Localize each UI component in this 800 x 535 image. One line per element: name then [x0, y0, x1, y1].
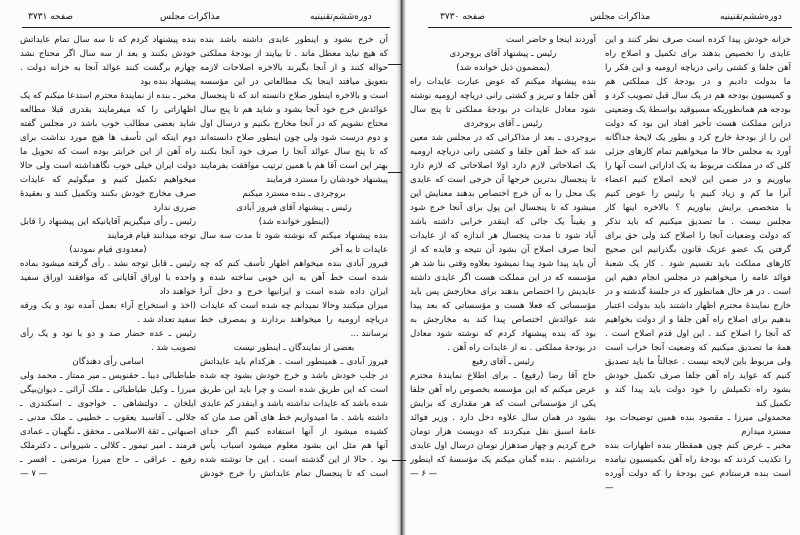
text-line: آنجا صرف اصلاح آن بشود آن نتیجه و فایده که از	[410, 245, 596, 255]
speaker-heading: اسامی رأی دهندگان	[72, 357, 144, 367]
text-line: مجلس نیست . ما تصدیق میکنیم که باید تذکر	[605, 217, 791, 227]
text-line: آنرا ما کم و زیاد کنیم یا رئیس را عوض کنیم	[605, 189, 791, 199]
text-line: مخبر ـ بنده از نمایندهٔ محترم استدعا میکنم که یک	[20, 91, 196, 101]
page-3730	[400, 0, 800, 535]
text-line: طباطبائی دیبا ـ حقنویس ـ میر ممتاز ـ محمد ولی	[20, 371, 196, 381]
text-line: فیروز آبادی ـ همینطور است . هرکدام باید عایداتش	[200, 357, 388, 367]
text-line: است بنده فرستادم عین بودجهٔ را که دولت آورده	[605, 469, 791, 479]
text-line: خزانه خودش پیدا کرده است صرف نظر کنند و این	[605, 35, 791, 45]
text-line: رئیس ـ قابل توجه نشد . رأی گرفته میشود بماده	[20, 259, 196, 269]
text-line: دراین مملکت هست تأخیر افتاد این بود که دولت	[605, 119, 791, 129]
text-line: مسترد میدارم	[741, 427, 791, 437]
text-line: بدهیم برای اصلاح راه آهن جلفا و از دولت بخواهیم	[605, 315, 791, 325]
text-line: شده باشد که عایدات نداشته باشد و اینقدر کم عایدی	[200, 399, 388, 409]
text-line: مؤسسه که در این مملکت هست اگر عایدی داشته	[410, 273, 596, 283]
text-line: بروجردی ـ بعد از مذاکراتی که در مجلس شد معین	[410, 133, 596, 143]
text-line: مؤسساتی که فعلا هست و مؤسساتی که بعد پیدا	[410, 301, 596, 311]
speaker-heading: رئیس ـ پیشنهاد آقای بروجردی	[449, 49, 557, 59]
text-line: یک اصلاحاتی لازم دارد اولا اصلاحاتی که لازم دارد	[410, 161, 596, 171]
text-line: بیاوریم و در ضمن این لایحه اصلاح کنیم اعضاء	[605, 175, 791, 185]
text-line: آن باید پیدا شود پیدا نمیشود بعلاوه وقتی بنا شد هر	[410, 259, 596, 269]
text-line: دریاچه ارومیه را میخواهند بردارند و بمصرف خط	[200, 315, 388, 325]
text-line: که آنجا را اصلاح کند . این اول قدم اصلاح است .	[605, 329, 791, 339]
text-line: بود که بنده پیشنهاد کردم که نوشته شود معادل	[410, 329, 596, 339]
text-column-right	[200, 33, 388, 481]
speaker-heading: رئیس ـ آقای رفیع	[471, 357, 535, 367]
text-line: ضرری ندارد	[153, 203, 196, 213]
text-line: خرج کردیم و چهار صدهزار تومان درسال اول عایدی	[410, 441, 596, 451]
text-line: چهارم برگشت کنند عوائد آنجا به خزانه دولت .	[20, 63, 196, 73]
text-line: ما بدولت دادیم و در بودجهٔ کل مملکتی هم	[605, 77, 791, 87]
speaker-heading: رئیس ـ پیشنهاد آقای فیروز آبادی	[236, 203, 352, 213]
text-line: عایدی را تخصیص بدهند برای تکمیل و اصلاح راه	[605, 49, 791, 59]
text-line: عایدیش را اختصاص بدهند برای مخارجش پس باید	[410, 287, 596, 297]
text-line: داشته باشد . ما امیدواریم خط های آهن صد مان که	[200, 413, 388, 423]
text-line: بشود در همان سال علاوه دخل دارد . وزیر فوائد	[410, 413, 596, 423]
page-footer-number: — ۷ —	[20, 469, 48, 479]
text-line: صرف مخارج خودش بکنند وتکمیل کنند و بعقیدهٔ	[20, 189, 196, 199]
text-line: راه آهن از این خرابتر بوده است که تحویل ما	[20, 147, 196, 157]
text-line: شاید بعضی مطالب خوب باشد در مجلس گفته	[20, 119, 196, 129]
text-line: که تا پنج سال عوائد آنجا را صرف خود آنجا بکنند	[200, 147, 388, 157]
text-line: شده است خط آهن به این خوبی ساخته شده و	[200, 273, 388, 283]
text-line: مخبر ـ عرض کنم چون همقطار بنده اظهارات بنده	[605, 441, 791, 451]
text-line: کلی که در مملکت مربوط به یک اداراتی است آنها را	[605, 161, 791, 171]
text-line: پیشنهاد خودشان را مسترد فرمایند	[266, 175, 388, 185]
page-number-label: صفحه ۳۷۳۱	[28, 12, 74, 22]
text-line: این را از بودجهٔ خارج کرد و بطور یک لایحهٔ جداگانه	[605, 133, 791, 143]
page-footer-number: — ۶ —	[410, 469, 438, 479]
text-line: است که این طریق شده است و چرا باید این طریق	[200, 385, 388, 395]
text-line: بهتر این است آقا هم با همین ترتیب موافقت بفرمایند	[200, 161, 388, 171]
text-line: محتاج نشویم که در آنجا مخارج بکنیم و درسال اول	[200, 119, 388, 129]
text-line: حاج آقا رضا (رفیع) ـ برای اطلاع نمایندهٔ محترم	[410, 371, 596, 381]
speaker-heading: (بمضمون ذیل خوانده شد)	[456, 63, 550, 73]
session-label: دوره‌ششم‌تقنینیه	[720, 12, 782, 22]
speaker-heading: (اینطور خوانده شد)	[258, 217, 330, 227]
text-line: که دولت وضعیات آنجا را اصلاح کند ولی حق برای	[605, 231, 791, 241]
text-line: فرمند ـ امیر تیمور ـ کلالی ـ شیروانی ـ دکترملک	[20, 441, 196, 451]
text-line: است که تا پنجسال تمام عایداتش را خرج خودش	[200, 469, 388, 479]
text-line: دولت ایران خیلی خوب نگاهداشته است ولی حالا	[20, 161, 196, 171]
page-title: مذاکرات مجلس	[160, 12, 221, 22]
text-line: خواهند داد	[159, 287, 196, 297]
text-line: ایلخان ـ دولتشاهی ـ خواجوی ـ اسکندری ـ	[20, 399, 196, 409]
text-line: بشود راه تکمیلش را خود دولت باید پیدا کند و	[605, 385, 791, 395]
text-line: تکمیل کند	[755, 399, 791, 409]
text-line: بودجه هم همانطوریکه مسبوقید بواسطهٔ یک وضعیتی	[605, 105, 791, 115]
text-line: واحده با اوراق آقایانی که موافقند اوراق سفید	[20, 273, 196, 283]
text-line: کشیده میشود از آنها استفاده کنیم اگر خدای	[200, 427, 388, 437]
header-rule	[428, 27, 792, 28]
text-line: توجه میدانند قیام فرمایند	[107, 231, 196, 241]
text-line: عرض میکنم که این مؤسسه بخصوص راه آهن جلفا	[410, 385, 596, 395]
text-line: میرزا ـ وکیل طباطبائی ـ ملک آرائی ـ دیوان‌بیگی	[20, 385, 196, 395]
text-line: است و بالاخره اینطور صلاح دانسته اند که تا پنجسال	[200, 91, 388, 101]
text-line: بنده پیشنهاد میکنم که عوض عبارت عایدات راه	[410, 77, 596, 87]
speaker-heading: رئیس ـ آقای بروجردی	[463, 119, 543, 129]
text-line: خارج نمایندهٔ محترم اظهار داشتند باید بدولت اعتبار	[605, 301, 791, 311]
speaker-heading: بروجردی ـ بنده مسترد میکنم	[242, 189, 346, 199]
text-line: عامهٔ اسبق نقل میکردند که دویست هزار تومان	[410, 427, 596, 437]
page-footer-number: —	[605, 483, 614, 493]
speaker-heading: بعضی از نمایندگان ـ اینطور نیست	[233, 343, 355, 353]
text-line: رئیس ـ رأی میگیریم آقایانیکه این پیشنهاد را قابل	[20, 217, 196, 227]
text-line: ایران داده شده است و ایرانیها خرج و دخل آنرا	[200, 287, 388, 297]
text-line: یا متخصص برایش بیاوریم ؟ بالاخره اینها کار	[605, 203, 791, 213]
text-line: محمدولی میرزا ـ مقصود بنده همین توضیحات بود	[605, 413, 791, 423]
text-line: است . در هر حال همانطور که در جلسهٔ گذشته و در	[605, 287, 791, 297]
text-line: فیروز آبادی بنده میخواهم اظهار تأسف کنم که چه	[200, 259, 388, 269]
text-line: شد عوائدش اختصاص پیدا کند به مخارجش به	[410, 315, 596, 325]
text-line: اظهاراتی را که میفرمایند بقدری قبلا مطالعه	[20, 105, 196, 115]
text-line: میخواهیم تکمیل کنیم و میگوئیم که عایدات	[20, 175, 196, 185]
text-line: دوم اینکه این تأسف ها هیچ مورد نداشت برای	[20, 133, 196, 143]
text-line: تا پنجسال بدترین خرجها آن خرجی است که عایدی	[410, 175, 596, 185]
text-line: در جلب خودش باشد و خرج خودش بشود چه شده	[200, 371, 388, 381]
text-line: آهن جلفا و کشتی رانی دریاچه ارومیه و این فکر را	[605, 63, 791, 73]
text-line: برسانند ...	[350, 329, 388, 339]
text-line: تصویب شد .	[150, 343, 196, 353]
text-line: میشود که تا پنجسال این پول برای آنجا خرج شود	[410, 203, 596, 213]
text-line: شد که خط آهن جلفا و کشتی رانی دریاچه ارومیه	[410, 147, 596, 157]
text-line: برداشتیم . بنده گمان میکنم یک مؤسسهٔ که اینطور	[410, 455, 596, 465]
session-label: دوره‌ششم‌تقنینیه	[310, 12, 372, 22]
text-line: سفید تعداد شد .	[137, 315, 196, 325]
text-line: بتعویق میافتد اینجا یک مطالعاتی در این مؤسسه	[200, 77, 388, 87]
text-line: آنها هم مثل این بشود معلوم میشود اسباب یأس	[200, 441, 388, 451]
text-line: آن خرج بشود و اینطور عایدی داشته باشد بنده	[200, 35, 388, 45]
text-line: فوائد عامه را میخواهیم در مجلس انجام دهیم این	[605, 273, 791, 283]
crop-mark	[388, 64, 402, 65]
text-line: اصبهانی ـ ثقة الاسلامی ـ محقق ـ نگهبان ـ عمادی	[20, 427, 196, 437]
header-rule	[22, 27, 390, 28]
text-line: گرفتن یک عضو عزیک قانون بگذرانیم این صحیح	[605, 245, 791, 255]
text-line: بنده پیشنهاد میکنم که نوشته شود تا مدت سه سال	[200, 231, 388, 241]
text-line: یک محل را به آن خرج اختصاص بدهند معنایش این	[410, 189, 596, 199]
text-line: بنده پیشنهاد کردم که تا سه سال تمام عایداتش	[20, 35, 196, 45]
text-line: کارهای مملکت باید تقسیم شود . کار یک شعبهٔ	[605, 259, 791, 269]
text-line: که هیچ نباید معطل ماند . تا بیایند از بودجهٔ مملکتی	[200, 49, 388, 59]
text-column-right	[605, 33, 791, 495]
text-line: همهٔ ما تصدیق میکنیم که وضعیت آنجا خراب است	[605, 343, 791, 353]
text-line: را تکذیب کردند که بودجهٔ راه آهن بکمیسیون نیامده	[605, 455, 791, 465]
text-line: و یقیناً یک جائی که اینقدر خرابی داشته باشد	[410, 217, 596, 227]
text-line: عایدات تا به آخر	[330, 245, 388, 255]
text-line: آهن جلفا و تبریز و کشتی رانی دریاچه ارومیه نوشته	[410, 91, 596, 101]
text-line: و دوم درست شود ولی چون اینطور صلاح دانسته‌اند	[200, 133, 388, 143]
text-column-left	[20, 33, 196, 481]
text-line: کنیم که عواید راه آهن جلفا صرف تکمیل خودش	[605, 371, 791, 381]
speaker-heading: (معدودی قیام نمودند)	[69, 245, 147, 255]
text-line: شود معادل عایدات در بودجهٔ مملکتی تا پنج سال	[410, 105, 596, 115]
book-gutter	[396, 0, 406, 535]
text-line: یکی از مؤسساتی است که هر مقداری که برایش	[410, 399, 596, 409]
text-column-left	[410, 33, 596, 481]
text-line: آباد شود تا مدت پنجسال هر اندازه که از عایدات	[410, 231, 596, 241]
text-line: رفیع ـ عراقی ـ حاج میرزا مرتضی ـ افسر ـ	[20, 455, 196, 465]
crop-mark	[388, 172, 402, 173]
crop-mark	[392, 460, 406, 461]
text-line: در بودجهٔ مملکتی . نه از عایدات راه آهن .	[447, 343, 596, 353]
text-line: پیشنهاد بنده بود	[140, 77, 196, 87]
text-line: جلالی ـ آقاسید یعقوب ـ خطیبی ـ ملک مدنی ـ	[20, 413, 196, 423]
text-line: میزان میکنند وحالا نمیدانم چه شده است که عایدات	[200, 301, 388, 311]
text-line: ولی مربوط باین لایحه نیست . عجالتاً ما باید تصدیق	[605, 357, 791, 367]
text-line: آورد به مجلس حالا ما میخواهیم تمام کارهای جزئی	[605, 147, 791, 157]
text-line: رئیس ـ عده حضار صد و دو با نود و یک رأی	[20, 329, 196, 339]
text-line: و کمیسیون بودجه هم در یک سال قبل تصویب کرد و	[605, 91, 791, 101]
text-line: آوردند اینجا و حاضر است	[505, 35, 596, 45]
page-title: مذاکرات مجلس	[590, 12, 651, 22]
text-line: خودش بکنند و بعد از سه سال اگر محتاج نشد	[20, 49, 196, 59]
text-line: بود . حالا از این گذشته است . این جا نوشته شده	[200, 455, 388, 465]
text-line: (اخذ و استخراج آراء بعمل آمده نود و یک ورقه	[20, 301, 196, 311]
page-number-label: صفحه ۳۷۳۰	[440, 12, 486, 22]
text-line: حواله کنند و از آنجا بگیرند بالاخره اصلاحات لازمه	[200, 63, 388, 73]
text-line: عوائدش خرج خود آنجا بشود و شاید هم تا پنج سال	[200, 105, 388, 115]
